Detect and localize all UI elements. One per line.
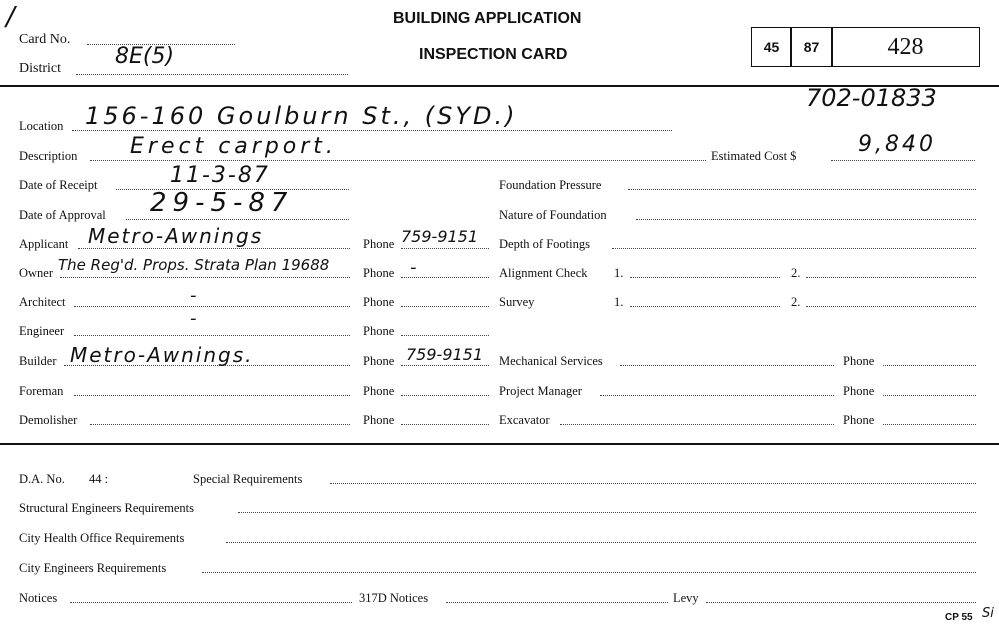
engineer-label: Engineer (19, 324, 65, 338)
middle-rule (0, 443, 999, 445)
notices-label: Notices (19, 591, 58, 605)
district-value: 8E(5) (115, 44, 175, 69)
alignment-check-label: Alignment Check (499, 266, 588, 280)
builder-phone-value: 759-9151 (406, 345, 484, 364)
title-line2: INSPECTION CARD (419, 46, 568, 63)
levy-line (706, 602, 976, 603)
depth-footings-label: Depth of Footings (499, 237, 590, 251)
alignment-num1: 1. (614, 266, 624, 280)
corner-mark: / (6, 2, 15, 32)
mechanical-services-label: Mechanical Services (499, 354, 603, 368)
foreman-phone-label: Phone (363, 384, 395, 398)
survey-num1: 1. (614, 295, 624, 309)
depth-footings-line (612, 248, 976, 249)
date-receipt-value: 11-3-87 (170, 163, 270, 188)
date-receipt-label: Date of Receipt (19, 178, 98, 192)
engineer-phone-line (401, 335, 489, 336)
da-no-value: 44 : (89, 472, 109, 486)
project-manager-phone-label: Phone (843, 384, 875, 398)
owner-phone-label: Phone (363, 266, 395, 280)
builder-phone-label: Phone (363, 354, 395, 368)
foundation-pressure-label: Foundation Pressure (499, 178, 602, 192)
mechanical-phone-label: Phone (843, 354, 875, 368)
city-eng-label: City Engineers Requirements (19, 561, 167, 575)
location-label: Location (19, 119, 64, 133)
description-label: Description (19, 149, 78, 163)
excavator-label: Excavator (499, 413, 550, 427)
applicant-phone-line (401, 248, 489, 249)
description-line (90, 160, 706, 161)
applicant-label: Applicant (19, 237, 69, 251)
owner-value: The Reg'd. Props. Strata Plan 19688 (58, 256, 330, 274)
architect-line (74, 306, 350, 307)
mechanical-phone-line (883, 365, 976, 366)
owner-phone-value: - (410, 257, 417, 278)
survey-line2 (806, 306, 976, 307)
excavator-phone-label: Phone (843, 413, 875, 427)
alignment-num2: 2. (791, 266, 801, 280)
location-line (72, 130, 672, 131)
special-req-line (330, 483, 976, 484)
location-value: 156-160 Goulburn St., (SYD.) (85, 102, 518, 130)
owner-line (60, 277, 350, 278)
notices-line (70, 602, 352, 603)
estimated-cost-label: Estimated Cost $ (711, 149, 797, 163)
foreman-phone-line (401, 395, 489, 396)
survey-line1 (630, 306, 780, 307)
excavator-line (560, 424, 834, 425)
date-approval-value: 29-5-87 (150, 188, 294, 218)
demolisher-label: Demolisher (19, 413, 78, 427)
district-label: District (19, 61, 61, 76)
demolisher-phone-label: Phone (363, 413, 395, 427)
description-value: Erect carport. (130, 134, 337, 159)
owner-label: Owner (19, 266, 54, 280)
health-label: City Health Office Requirements (19, 531, 185, 545)
health-line (226, 542, 976, 543)
estimated-cost-line (831, 160, 975, 161)
architect-label: Architect (19, 295, 66, 309)
card-box-45: 45 (751, 27, 792, 67)
foreman-line (74, 395, 350, 396)
date-approval-line (126, 219, 349, 220)
architect-value: - (190, 285, 197, 306)
notices317-label: 317D Notices (359, 591, 429, 605)
card-box-number: 428 (831, 27, 980, 67)
project-manager-label: Project Manager (499, 384, 582, 398)
mechanical-services-line (620, 365, 834, 366)
project-manager-phone-line (883, 395, 976, 396)
card-box-87: 87 (790, 27, 833, 67)
special-req-label: Special Requirements (193, 472, 303, 486)
notices317-line (446, 602, 668, 603)
builder-label: Builder (19, 354, 57, 368)
engineer-value: - (190, 308, 197, 329)
da-no-label: D.A. No. (19, 472, 65, 486)
demolisher-line (90, 424, 350, 425)
demolisher-phone-line (401, 424, 489, 425)
district-line (76, 74, 348, 75)
excavator-phone-line (883, 424, 976, 425)
structural-line (238, 512, 976, 513)
project-manager-line (600, 395, 834, 396)
date-approval-label: Date of Approval (19, 208, 106, 222)
applicant-line (78, 248, 350, 249)
survey-label: Survey (499, 295, 535, 309)
footer-mark: Si (982, 606, 994, 621)
survey-num2: 2. (791, 295, 801, 309)
nature-foundation-line (636, 219, 976, 220)
builder-value: Metro-Awnings. (70, 343, 254, 367)
engineer-line (74, 335, 350, 336)
alignment-line2 (806, 277, 976, 278)
applicant-value: Metro-Awnings (88, 224, 264, 248)
nature-foundation-label: Nature of Foundation (499, 208, 607, 222)
foreman-label: Foreman (19, 384, 64, 398)
city-eng-line (202, 572, 976, 573)
structural-label: Structural Engineers Requirements (19, 501, 194, 515)
engineer-phone-label: Phone (363, 324, 395, 338)
footer-code: CP 55 (945, 612, 973, 623)
estimated-cost-value: 9,840 (858, 132, 936, 157)
architect-phone-line (401, 306, 489, 307)
title-line1: BUILDING APPLICATION (393, 10, 582, 27)
applicant-phone-value: 759-9151 (401, 227, 479, 246)
foundation-pressure-line (628, 189, 976, 190)
levy-label: Levy (673, 591, 699, 605)
applicant-phone-label: Phone (363, 237, 395, 251)
card-no-label: Card No. (19, 32, 71, 47)
architect-phone-label: Phone (363, 295, 395, 309)
file-reference: 702-01833 (806, 84, 937, 112)
alignment-line1 (630, 277, 780, 278)
builder-phone-line (401, 365, 489, 366)
